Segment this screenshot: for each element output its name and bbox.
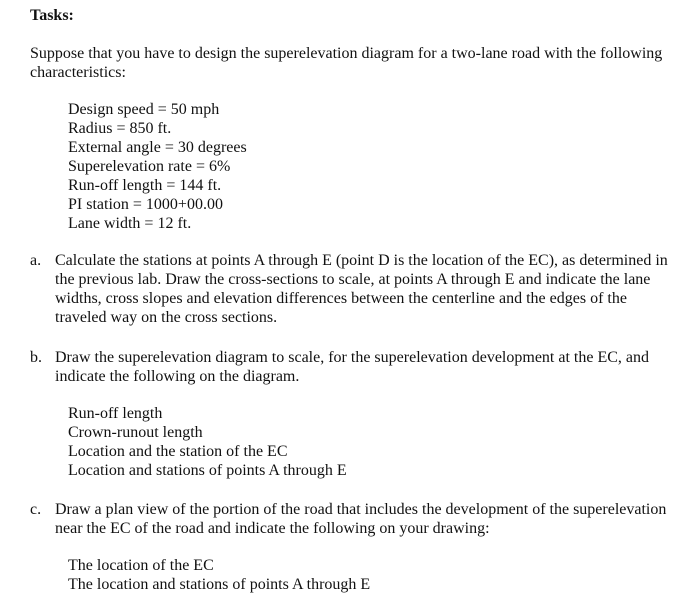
spec-runoff-length: Run-off length = 144 ft. (68, 177, 222, 194)
task-marker-b: b. (30, 349, 42, 366)
intro-paragraph: Suppose that you have to design the superelevation diagram for a two-lane road with the following characteristics: (30, 45, 663, 81)
task-item-b (30, 348, 680, 386)
task-text-a: Calculate the stations at points A through E (point D is the location of the EC), as determined in the previous lab. Draw the cross-sections to scale, at points A through E and indicate the lane widths, cross slopes and elevation differences between the centerline and the edges of the traveled way on the cross sections. (55, 252, 668, 326)
spec-design-speed: Design speed = 50 mph (68, 101, 220, 118)
task-b-subitem: Location and the station of the EC (68, 443, 288, 460)
task-c-subitem: The location and stations of points A through E (68, 576, 371, 593)
task-b-sublist (68, 404, 347, 480)
task-item-c (30, 500, 680, 538)
task-marker-a: a. (30, 252, 42, 269)
task-b-subitem: Location and stations of points A through E (68, 462, 347, 479)
spec-superelevation-rate: Superelevation rate = 6% (68, 158, 231, 175)
task-b-subitem: Run-off length (68, 405, 163, 422)
task-marker-c: c. (30, 501, 42, 518)
spec-radius: Radius = 850 ft. (68, 120, 172, 137)
task-b-subitem: Crown-runout length (68, 424, 203, 441)
road-characteristics-list (68, 100, 247, 233)
task-item-a (30, 251, 680, 327)
spec-pi-station: PI station = 1000+00.00 (68, 196, 223, 213)
task-c-sublist (68, 556, 370, 594)
spec-external-angle: External angle = 30 degrees (68, 139, 247, 156)
page-heading: Tasks: (30, 7, 74, 24)
task-text-b: Draw the superelevation diagram to scale, for the superelevation development at the EC, and indicate the following on the diagram. (55, 349, 650, 385)
task-text-c: Draw a plan view of the portion of the road that includes the development of the superelevation near the EC of the road and indicate the following on your drawing: (55, 501, 667, 537)
task-c-subitem: The location of the EC (68, 557, 214, 574)
spec-lane-width: Lane width = 12 ft. (68, 215, 192, 232)
